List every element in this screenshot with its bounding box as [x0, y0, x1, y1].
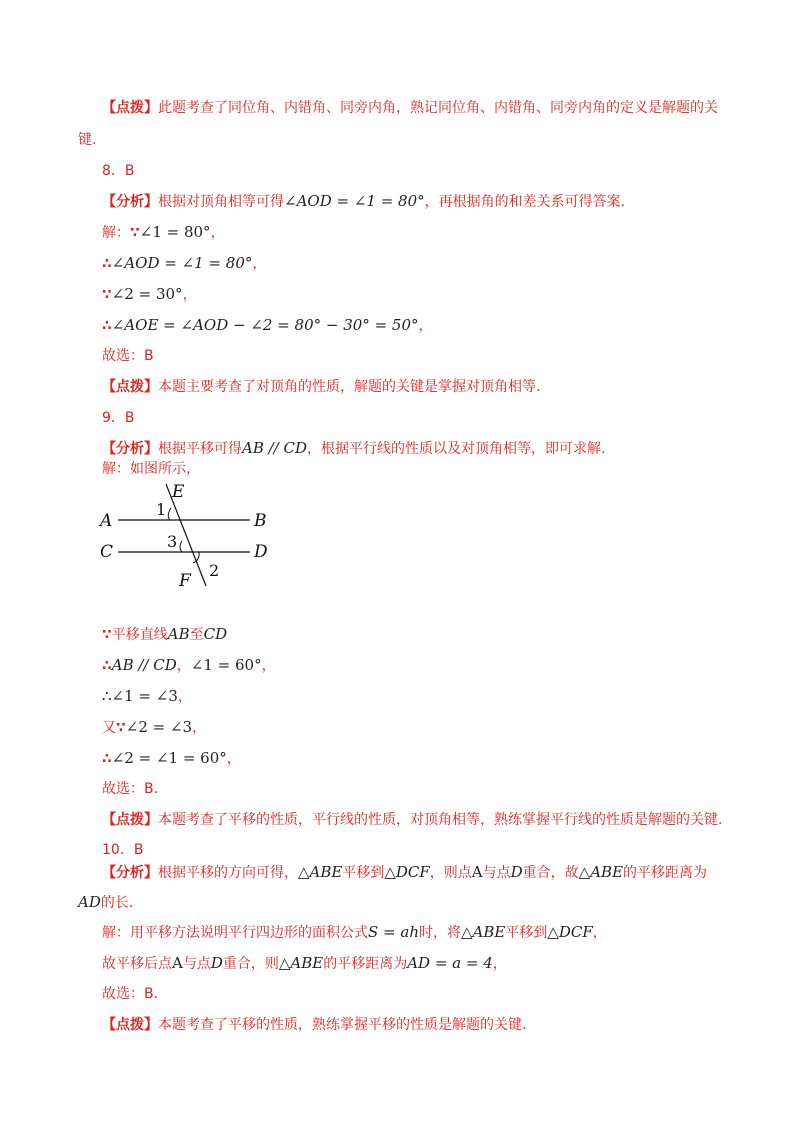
jie-text: 平移到 — [505, 925, 548, 941]
q10-answer: 10．B — [102, 842, 144, 858]
jie-math: △DCF — [547, 923, 593, 941]
fenxi-math: △DCF — [384, 863, 430, 881]
step-end: ， — [177, 689, 192, 705]
gu-math: A — [172, 954, 183, 972]
therefore-symbol: ∴ — [102, 318, 112, 334]
label-e: E — [172, 482, 185, 502]
fenxi-text: 平移到 — [342, 865, 385, 881]
therefore-symbol: ∴ — [102, 256, 112, 272]
step-math: AB // CD — [111, 656, 177, 674]
q10-guxuan: 故选：B. — [102, 986, 159, 1002]
jie-math: S = ah — [368, 923, 419, 941]
step-math: ∠2 = 30° — [111, 285, 183, 303]
because-symbol: ∵ — [130, 225, 140, 241]
q9-step5 — [102, 748, 241, 769]
dianbo-text: 本题考查了平移的性质，熟练掌握平移的性质是解题的关键. — [158, 1017, 527, 1033]
angle-1-arc — [168, 508, 171, 520]
gu-text: 与点 — [182, 956, 211, 972]
fenxi-text: 根据平移的方向可得， — [158, 865, 298, 881]
fenxi-post: ，再根据角的和差关系可得答案. — [424, 194, 626, 210]
because-symbol: ∵ — [116, 720, 126, 736]
q9-fenxi — [102, 438, 605, 459]
fenxi-math: AD — [78, 893, 101, 911]
therefore-symbol: ∴ — [102, 658, 112, 674]
q9-dianbo — [102, 810, 722, 830]
q10-fenxi — [102, 862, 707, 883]
fenxi-pre: 根据平移可得 — [158, 441, 242, 457]
label-c: C — [100, 542, 114, 562]
label-a: A — [100, 511, 113, 531]
jie-text: 时，将 — [418, 925, 461, 941]
q9-step4 — [102, 717, 206, 738]
step-math: AB — [167, 625, 190, 643]
label-f: F — [179, 571, 191, 591]
fenxi-math: AB // CD — [242, 439, 308, 457]
q10-jie — [102, 922, 607, 943]
gu-text: ， — [492, 956, 507, 972]
step-text: 至 — [189, 627, 204, 643]
gu-math: △ABE — [278, 954, 324, 972]
fenxi-text: 的长. — [100, 895, 134, 911]
because-symbol: ∵ — [102, 627, 112, 643]
gu-text: 重合，则 — [222, 956, 279, 972]
q8-fenxi — [102, 191, 625, 212]
dianbo-text: 本题考查了平移的性质，平行线的性质，对顶角相等，熟练掌握平行线的性质是解题的关键. — [158, 812, 723, 828]
step-end: ， — [418, 318, 433, 334]
dianbo-tag: 【点拨】 — [102, 100, 158, 116]
jie-text: 解：用平移方法说明平行四边形的面积公式 — [102, 925, 368, 941]
step-math: CD — [203, 625, 228, 643]
q9-answer: 9．B — [102, 410, 135, 426]
fenxi-math: ∠AOD = ∠1 = 80° — [284, 192, 425, 210]
q9-step3 — [102, 686, 192, 707]
q8-answer: 8．B — [102, 163, 135, 179]
jie-math: △ABE — [460, 923, 506, 941]
angle-label-1: 1 — [156, 500, 167, 519]
q7-dianbo-line-1 — [102, 98, 718, 118]
dianbo-tag: 【点拨】 — [102, 812, 158, 828]
step-end: ， — [182, 287, 197, 303]
label-d: D — [254, 542, 268, 562]
jie-text: ， — [592, 925, 607, 941]
dianbo-text: 本题主要考查了对顶角的性质，解题的关键是掌握对顶角相等. — [158, 379, 541, 395]
label-b: B — [254, 511, 267, 531]
fenxi-tag: 【分析】 — [102, 865, 158, 881]
gu-math: D — [210, 954, 223, 972]
fenxi-math: △ABE — [578, 863, 624, 881]
parallel-lines-figure — [96, 480, 286, 592]
q9-step1 — [102, 624, 227, 645]
fenxi-math: △ABE — [298, 863, 343, 881]
q9-step2 — [102, 655, 276, 676]
step-end: ， — [192, 720, 207, 736]
step-end: ， — [226, 751, 241, 767]
gu-math: AD = a = 4 — [407, 954, 493, 972]
q8-dianbo — [102, 377, 540, 397]
step-end: ， — [261, 658, 276, 674]
q10-dianbo — [102, 1015, 526, 1035]
step-math: ∠2 = ∠1 = 60° — [111, 749, 227, 767]
step-math: ∠1 = 60° — [190, 656, 262, 674]
fenxi-text: 的平移距离为 — [623, 865, 708, 881]
jie-label: 解： — [102, 225, 130, 241]
dianbo-text: 此题考查了同位角、内错角、同旁内角，熟记同位角、内错角、同旁内角的定义是解题的关 — [158, 100, 718, 116]
dianbo-tag: 【点拨】 — [102, 379, 158, 395]
step-text: 又 — [102, 720, 116, 736]
dianbo-text-cont: 键. — [78, 132, 97, 148]
dianbo-tag: 【点拨】 — [102, 1017, 158, 1033]
step-end: ， — [210, 225, 225, 241]
gu-text: 的平移距离为 — [323, 956, 408, 972]
q10-gu — [102, 953, 507, 974]
angle-label-3: 3 — [167, 532, 178, 551]
fenxi-math: A — [471, 863, 483, 881]
q10-fenxi-cont — [78, 892, 133, 913]
step-math: ∠2 = ∠3 — [125, 718, 193, 736]
angle-label-2: 2 — [209, 561, 220, 580]
step-math: ∠AOE = ∠AOD − ∠2 = 80° − 30° = 50° — [111, 316, 419, 334]
q9-jie: 解：如图所示， — [102, 461, 200, 477]
because-symbol: ∵ — [102, 287, 112, 303]
q8-step2 — [102, 253, 266, 274]
therefore-symbol: ∴ — [102, 751, 112, 767]
step-text: 平移直线 — [111, 627, 168, 643]
fenxi-math: D — [510, 863, 523, 881]
fenxi-tag: 【分析】 — [102, 441, 158, 457]
fenxi-post: ，根据平行线的性质以及对顶角相等，即可求解. — [307, 441, 606, 457]
q8-jie-step1 — [102, 222, 225, 243]
q8-guxuan: 故选：B — [102, 348, 154, 364]
q9-guxuan: 故选：B. — [102, 781, 159, 797]
angle-3-arc — [180, 541, 182, 552]
step-math: ∠AOD = ∠1 = 80° — [111, 254, 253, 272]
gu-text: 故平移后点 — [102, 956, 172, 972]
fenxi-text: 与点 — [482, 865, 511, 881]
step-math: ∠1 = ∠3 — [111, 687, 178, 705]
fenxi-text: 重合，故 — [522, 865, 579, 881]
step-math: ∠1 = 80° — [139, 223, 211, 241]
step-end: ， — [252, 256, 267, 272]
fenxi-text: ，则点 — [429, 865, 472, 881]
therefore-symbol: ∴ — [102, 687, 112, 705]
step-text: ， — [176, 658, 191, 674]
q7-dianbo-line-2 — [78, 130, 96, 150]
fenxi-pre: 根据对顶角相等可得 — [158, 194, 284, 210]
fenxi-tag: 【分析】 — [102, 194, 158, 210]
q8-step4 — [102, 315, 433, 336]
q8-step3 — [102, 284, 197, 305]
